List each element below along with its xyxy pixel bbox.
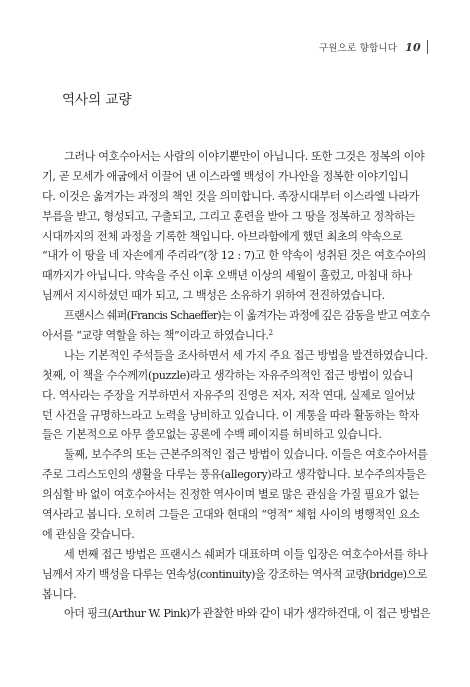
- header-rule: [427, 40, 428, 54]
- text-line: 님께서 지시하셨던 때가 되고, 그 백성은 소유하기 위하여 전진하였습니다.: [42, 289, 385, 303]
- running-head: [319, 40, 428, 54]
- text-line-with-footnote: [42, 326, 430, 346]
- text-line: 시대까지의 전체 과정을 기록한 책입니다. 아브라함에게 했던 최초의 약속으로: [42, 229, 403, 243]
- text-line: 다. 이것은 옮겨가는 과정의 책인 것을 의미합니다. 족장시대부터 이스라엘 나라가: [42, 189, 420, 203]
- running-head-title: 구원으로 향합니다: [318, 43, 398, 54]
- text-line: 프랜시스 쉐퍼(Francis Schaeffer)는 이 옮겨가는 과정에 깊은 감동을 받고 여호수: [64, 309, 430, 323]
- text-line: 봅니다.: [42, 587, 77, 601]
- text-line: 그러나 여호수아서는 사람의 이야기뿐만이 아닙니다. 또한 그것은 정복의 이야: [64, 150, 425, 163]
- text-line: 다. 역사라는 주장을 거부하면서 자유주의 진영은 저자, 저작 연대, 실제로 일어났: [42, 388, 416, 402]
- text-line: 아더 핑크(Arthur W. Pink)가 관찰한 바와 같이 내가 생각하건대, 이 접근 방법은: [64, 607, 431, 621]
- text-line: 기, 곧 모세가 애굽에서 이끌어 낸 이스라엘 백성이 가나안을 정복한 이야기입니: [42, 169, 409, 183]
- text-line: 첫째, 이 책을 수수께끼(puzzle)라고 생각하는 자유주의적인 접근 방법이 있습니: [42, 368, 414, 382]
- text-line: 역사라고 봅니다. 오히려 그들은 고대와 현대의 “영적” 체험 사이의 병행적인 요소: [42, 508, 420, 522]
- text-line: 의심할 바 없이 여호수아서는 진정한 역사이며 별로 많은 관심을 가질 필요가 없는: [42, 488, 420, 502]
- text-line: “내가 이 땅을 네 자손에게 주리라”(창 12 : 7)고 한 약속이 성취된 것은 여호수아의: [42, 249, 427, 263]
- text-line-content: 아서를 “교량 역할을 하는 책”이라고 하였습니다.: [42, 329, 269, 343]
- text-line: 에 관심을 갖습니다.: [42, 527, 135, 541]
- text-line: 던 사건을 규명하느라고 노력을 낭비하고 있습니다. 이 계통을 따라 활동하는 학자: [42, 408, 420, 422]
- text-line: 님께서 자기 백성을 다루는 연속성(continuity)을 강조하는 역사적 교량(bridge)으로: [42, 567, 427, 581]
- text-line: 나는 기본적인 주석들을 조사하면서 세 가지 주요 접근 방법을 발견하였습니다.: [64, 348, 428, 362]
- text-line: 때까지가 아닙니다. 약속을 주신 이후 오백년 이상의 세월이 흘렀고, 마침내 하나: [42, 269, 412, 283]
- text-line: 세 번째 접근 방법은 프랜시스 쉐퍼가 대표하며 이들 입장은 여호수아서를 하나: [64, 547, 428, 561]
- footnote-marker: 2: [268, 329, 273, 338]
- text-line: 주로 그리스도인의 생활을 다루는 풍유(allegory)라고 생각합니다. 보수주의자들은: [42, 468, 427, 482]
- page-number: 10: [405, 40, 421, 54]
- section-title: 역사의 교량: [62, 92, 132, 108]
- text-line: 부름을 받고, 형성되고, 구출되고, 그리고 훈련을 받아 그 땅을 정복하고 정착하는: [42, 209, 416, 223]
- body-text: [42, 147, 430, 624]
- text-line: 둘째, 보수주의 또는 근본주의적인 접근 방법이 있습니다. 이들은 여호수아서를: [64, 448, 428, 462]
- text-line: 들은 기본적으로 아무 쓸모없는 공론에 수백 페이지를 허비하고 있습니다.: [42, 428, 382, 442]
